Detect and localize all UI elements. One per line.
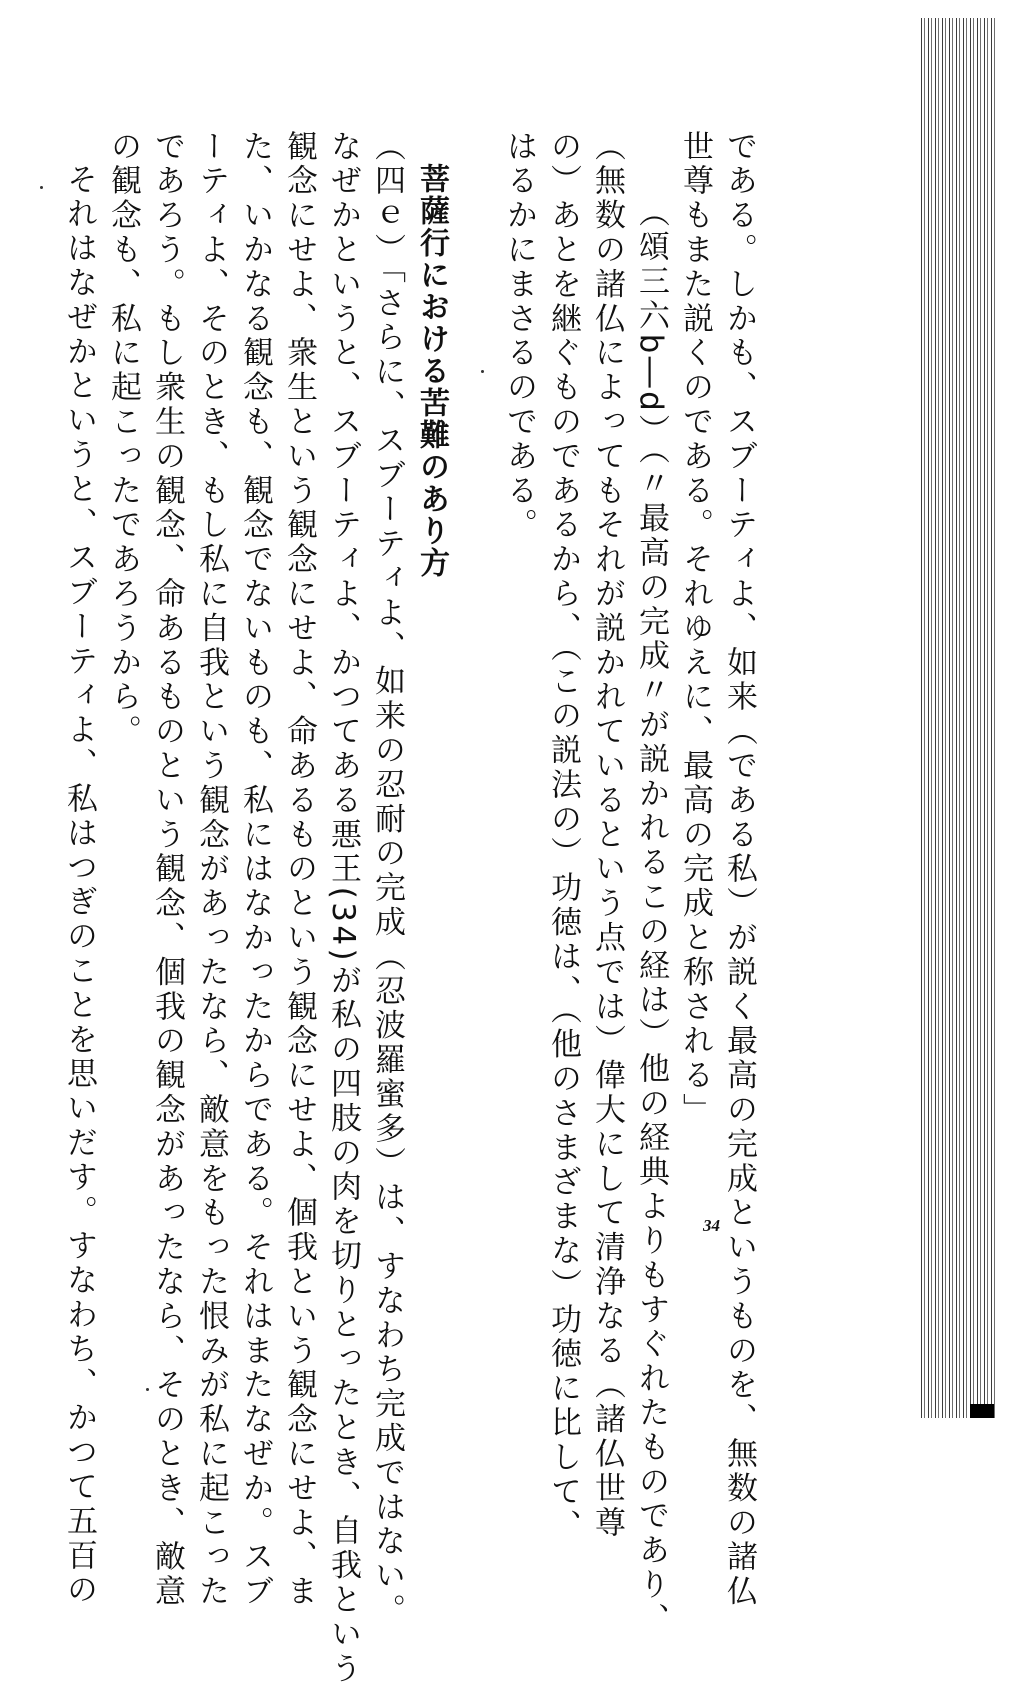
text-column-5: の）あとを継ぐものであるから、（この説法の）功徳は、（他のさまざまな）功徳に比して、 — [545, 130, 581, 1544]
text-column-3: （頌三六b―d）（〃最高の完成〃が説かれるこの経は）他の経典よりもすぐれたものであり、 — [633, 196, 669, 1638]
text-column-2: 世尊もまた説くのである。それゆえに、最高の完成と称される」 — [677, 130, 713, 1128]
text-column-12: であろう。もし衆生の観念、命あるものという観念、個我の観念があったなら、そのとき、敵意 — [149, 130, 185, 1610]
text-column-1: である。しかも、スブーティよ、如来（である私）が説く最高の完成というものを、無数の諸仏 — [721, 130, 757, 1610]
scan-binding-edge — [918, 18, 996, 1418]
text-column-13: の観念も、私に起こったであろうから。 — [105, 130, 141, 750]
text-column-7: （四ｅ）「さらに、スブーティよ、如来の忍耐の完成（忍波羅蜜多）は、すなわち完成ではない。 — [369, 130, 405, 1629]
text-column-14: それはなぜかというと、スブーティよ、私はつぎのことを思いだす。すなわち、かつて五百の — [61, 163, 97, 1608]
section-heading: 菩薩行における苦難のあり方 — [414, 163, 449, 579]
page-number: 34 — [703, 1216, 720, 1235]
text-column-6: はるかにまさるのである。 — [501, 130, 537, 543]
text-column-4: （無数の諸仏によってもそれが説かれているという点では）偉大にして清浄なる（諸仏世尊 — [589, 130, 625, 1541]
scan-edge-mark — [970, 1404, 994, 1418]
scan-speck — [146, 1388, 149, 1391]
text-column-9: 観念にせよ、衆生という観念にせよ、命あるものという観念にせよ、個我という観念にせよ、ま — [281, 130, 317, 1610]
scan-speck — [40, 186, 43, 189]
scan-speck — [481, 370, 484, 373]
text-column-10: た、いかなる観念も、観念でないものも、私にはなかったからである。それはまたなぜか。スブ — [237, 130, 273, 1610]
text-column-11: ーティよ、そのとき、もし私に自我という観念があったなら、敵意をもった恨みが私に起こった — [193, 130, 229, 1610]
text-column-8: なぜかというと、スブーティよ、かつてある悪王(34)が私の四肢の肉を切りとったとき、自我という — [325, 130, 361, 1686]
